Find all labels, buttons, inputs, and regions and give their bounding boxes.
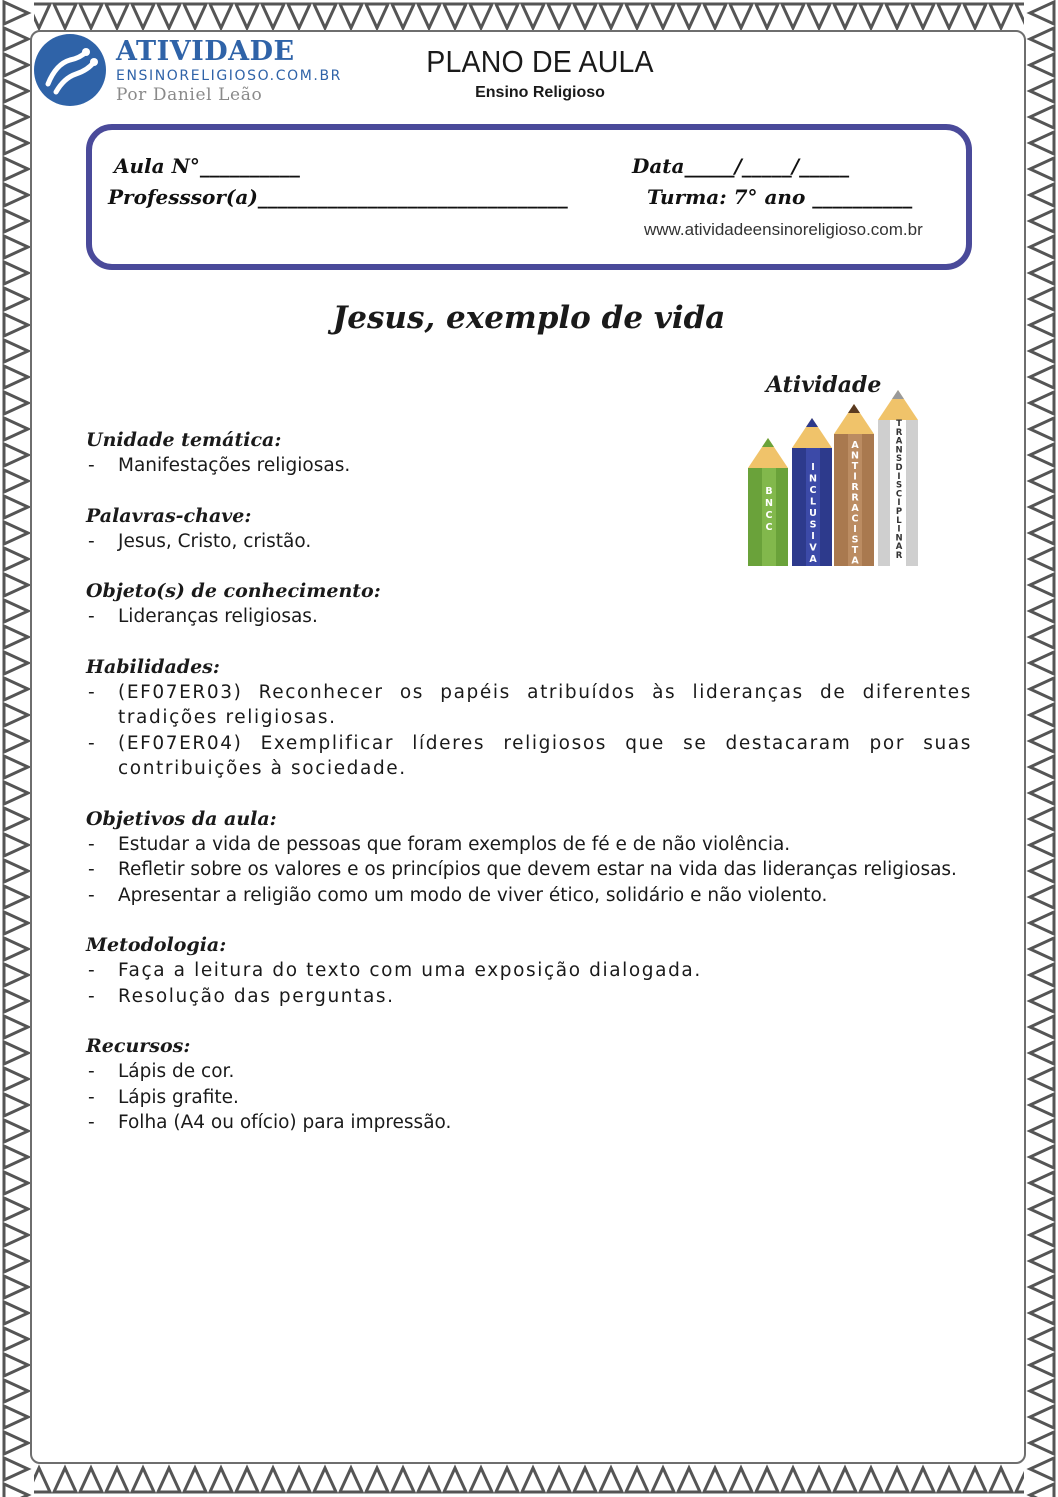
section-objetivos xyxy=(86,807,972,909)
decorative-border-right xyxy=(1024,0,1058,1497)
page-subtitle: Ensino Religioso xyxy=(475,84,605,101)
list-item: - Folha (A4 ou ofício) para impressão. xyxy=(86,1110,972,1136)
pencil-label: B N C C xyxy=(765,486,773,533)
section-unidade xyxy=(86,428,972,479)
website-url: www.atividadeensinoreligioso.com.br xyxy=(644,220,923,239)
section-objetos xyxy=(86,579,972,630)
list-item: - Faça a leitura do texto com uma exposição dialogada. xyxy=(86,958,972,984)
lesson-plan-content xyxy=(86,428,972,1161)
section-heading: Recursos: xyxy=(86,1035,191,1057)
section-heading: Habilidades: xyxy=(86,655,220,678)
badge-label: Atividade xyxy=(766,372,882,398)
hands-logo-icon xyxy=(34,34,106,106)
date-field[interactable]: Data_____/_____/_____ xyxy=(632,154,850,178)
logo-site: ENSINORELIGIOSO.COM.BR xyxy=(116,68,342,84)
section-heading: Metodologia: xyxy=(86,934,227,956)
logo-title: ATIVIDADE xyxy=(116,36,295,67)
list-item: - Resolução das perguntas. xyxy=(86,984,972,1010)
pencil-label: I N C L U S I V A xyxy=(809,462,817,565)
section-heading: Palavras-chave: xyxy=(86,504,252,527)
decorative-border-top xyxy=(0,0,1058,34)
lesson-title: Jesus, exemplo de vida xyxy=(332,300,726,336)
decorative-border-left xyxy=(0,0,34,1497)
decorative-border-bottom xyxy=(0,1462,1058,1497)
teacher-field[interactable]: Professsor(a)_______________________________ xyxy=(108,185,568,209)
list-item: - Lideranças religiosas. xyxy=(86,604,972,630)
list-item: - Lápis de cor. xyxy=(86,1059,972,1085)
list-item: - Estudar a vida de pessoas que foram exemplos de fé e de não violência. xyxy=(86,832,972,858)
class-field[interactable]: Turma: 7° ano __________ xyxy=(647,185,913,209)
section-heading: Objetivos da aula: xyxy=(86,807,277,830)
aula-field[interactable]: Aula N°__________ xyxy=(114,154,300,178)
list-item: - (EF07ER03) Reconhecer os papéis atribuídos às lideranças de diferentes tradições religiosas. xyxy=(86,680,972,731)
section-habilidades xyxy=(86,655,972,782)
section-palavras-chave xyxy=(86,504,972,555)
section-heading: Objeto(s) de conhecimento: xyxy=(86,580,381,602)
list-item: - Apresentar a religião como um modo de viver ético, solidário e não violento. xyxy=(86,883,972,909)
list-item: - (EF07ER04) Exemplificar líderes religiosos que se destacaram por suas contribuições à sociedade. xyxy=(86,731,972,782)
site-logo xyxy=(34,34,354,110)
list-item: - Manifestações religiosas. xyxy=(86,453,972,479)
section-heading: Unidade temática: xyxy=(86,429,282,451)
list-item: - Jesus, Cristo, cristão. xyxy=(86,529,972,555)
logo-author: Por Daniel Leão xyxy=(116,85,263,105)
pencil-label: A N T I R R A C I S T A xyxy=(851,440,859,567)
list-item: - Lápis grafite. xyxy=(86,1085,972,1111)
list-item: - Refletir sobre os valores e os princípios que devem estar na vida das lideranças religiosas. xyxy=(86,857,972,883)
class-info-box xyxy=(86,124,972,270)
pencil-label: T R A N S D I S C I P L I N A R xyxy=(895,419,903,561)
page-title: PLANO DE AULA xyxy=(426,44,654,79)
section-metodologia xyxy=(86,933,972,1009)
section-recursos xyxy=(86,1034,972,1136)
